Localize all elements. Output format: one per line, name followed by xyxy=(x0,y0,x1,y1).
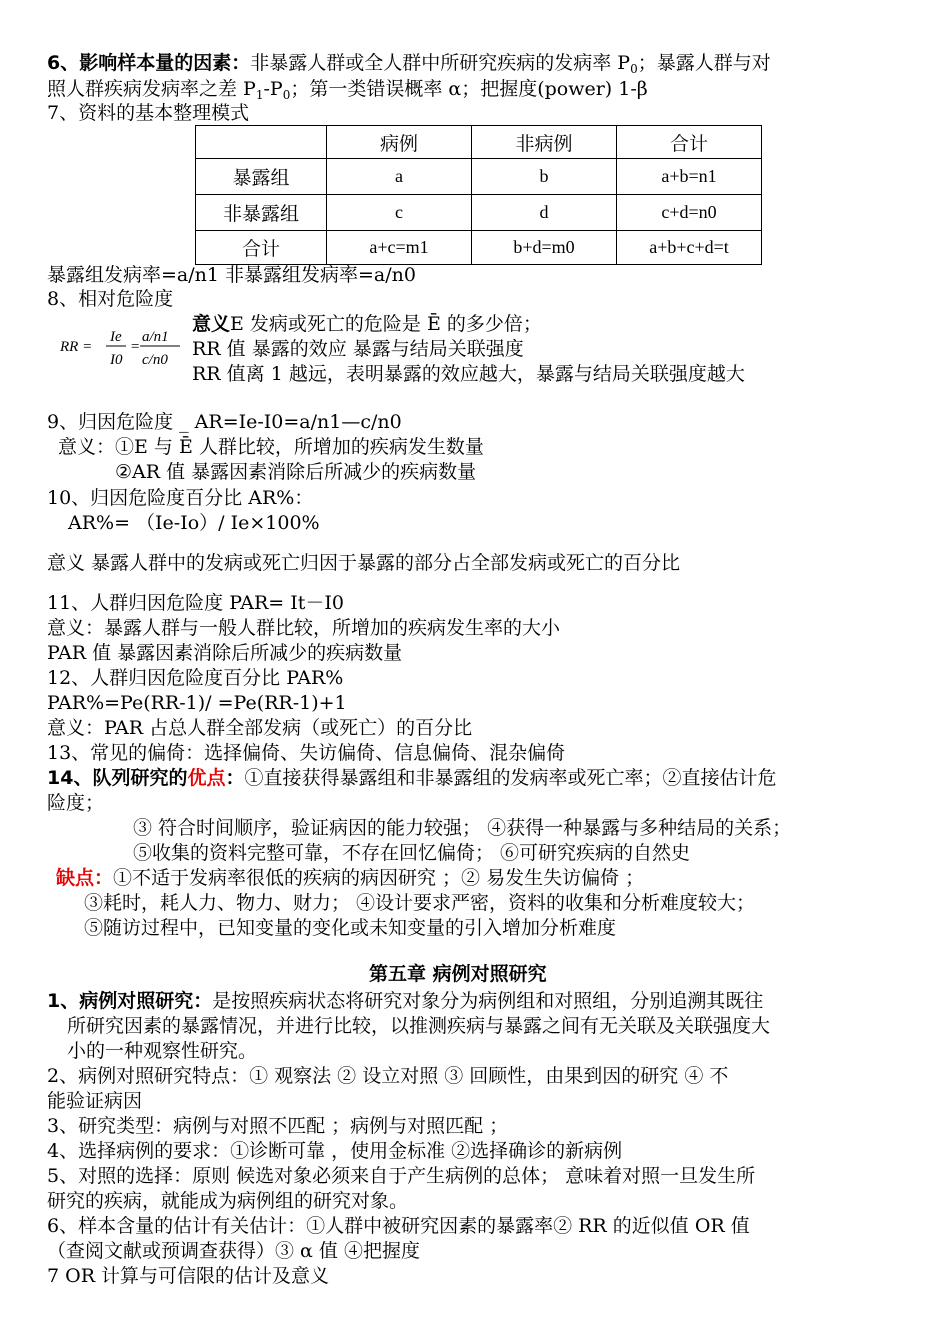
ch5-item-1-line-2: 所研究因素的暴露情况，并进行比较，以推测疾病与暴露之间有无关联及关联强度大 xyxy=(67,1015,771,1037)
table-row xyxy=(196,159,762,195)
section-6-title: 6、影响样本量的因素： xyxy=(47,52,251,74)
rr-meaning-3: RR 值离 1 越远，表明暴露的效应越大，暴露与结局关联强度越大 xyxy=(192,363,745,385)
section-12-title: 12、人群归因危险度百分比 PAR% xyxy=(47,667,344,689)
section-6-line-1 xyxy=(47,54,771,75)
subscript: 0 xyxy=(630,62,638,76)
par-percent-formula: PAR%=Pe(RR-1)/ =Pe(RR-1)+1 xyxy=(47,692,347,714)
rr-meaning-1 xyxy=(192,315,542,334)
ch5-item-1-line-3: 小的一种观察性研究。 xyxy=(67,1040,258,1062)
table-cell: c+d=n0 xyxy=(617,195,762,231)
meaning-text: E 发病或死亡的危险是 Ē 的多少倍； xyxy=(230,313,542,335)
section-6-text: -P xyxy=(263,78,283,100)
section-6-line-2 xyxy=(47,80,648,101)
ch5-item-6-line-1: 6、样本含量的估计有关估计：①人群中被研究因素的暴露率② RR 的近似值 OR 值 xyxy=(47,1215,750,1237)
section-10-meaning: 意义 暴露人群中的发病或死亡归因于暴露的部分占全部发病或死亡的百分比 xyxy=(47,552,681,574)
formula-lhs: RR = xyxy=(60,339,93,355)
table-cell: c xyxy=(327,195,472,231)
table-cell: 非病例 xyxy=(472,126,617,159)
data-table xyxy=(195,125,762,265)
ar-percent-formula: AR%= （Ie-Io）/ Ie×100% xyxy=(68,512,320,534)
section-7-title: 7、资料的基本整理模式 xyxy=(47,102,250,124)
table-cell: 暴露组 xyxy=(196,159,327,195)
section-12-meaning: 意义：PAR 占总人群全部发病（或死亡）的百分比 xyxy=(47,717,473,739)
section-11-meaning-1: 意义：暴露人群与一般人群比较，所增加的疾病发生率的大小 xyxy=(47,617,561,639)
ch5-item-5-line-2: 研究的疾病，就能成为病例组的研究对象。 xyxy=(47,1190,409,1212)
ch5-item-7: 7 OR 计算与可信限的估计及意义 xyxy=(47,1265,330,1287)
equals-sign: = xyxy=(130,339,141,355)
rr-formula xyxy=(60,322,190,372)
formula-denominator: c/n0 xyxy=(142,352,168,368)
ch5-item-2-line-2: 能验证病因 xyxy=(47,1090,143,1112)
ch5-item-5-line-1: 5、对照的选择：原则 候选对象必须来自于产生病例的总体； 意味着对照一旦发生所 xyxy=(47,1165,756,1187)
section-10-title: 10、归因危险度百分比 AR%： xyxy=(47,487,314,509)
table-cell xyxy=(196,126,327,159)
incidence-rates: 暴露组发病率=a/n1 非暴露组发病率=a/n0 xyxy=(47,264,416,286)
meaning-label: 意义 xyxy=(192,313,231,335)
table-cell: b+d=m0 xyxy=(472,231,617,265)
section-6-text: ；暴露人群与对 xyxy=(637,52,771,74)
advantages-label: 优点 xyxy=(187,767,226,789)
formula-denominator: I0 xyxy=(110,352,123,368)
ch5-item-1-title: 1、病例对照研究： xyxy=(47,990,213,1012)
table-cell: a xyxy=(327,159,472,195)
table-cell: a+b+c+d=t xyxy=(617,231,762,265)
formula-numerator: Ie xyxy=(110,329,122,345)
disadvantage-text: ①不适于发病率很低的疾病的病因研究 ；② 易发生失访偏倚 ； xyxy=(113,867,645,889)
ch5-item-1-text: 是按照疾病状态将研究对象分为病例组和对照组，分别追溯其既往 xyxy=(212,990,764,1012)
ch5-item-3: 3、研究类型：病例与对照不匹配 ；病例与对照匹配 ； xyxy=(47,1115,509,1137)
section-6-text: ；第一类错误概率 α；把握度(power) 1-β xyxy=(290,78,648,100)
section-6-text: 照人群疾病发病率之差 P xyxy=(47,78,256,100)
table-cell: 合计 xyxy=(196,231,327,265)
chapter-5-heading: 第五章 病例对照研究 xyxy=(369,963,547,985)
section-8-title: 8、相对危险度 xyxy=(47,288,174,310)
table-cell: a+c=m1 xyxy=(327,231,472,265)
section-14-line-3: ③ 符合时间顺序，验证病因的能力较强； ④获得一种暴露与多种结局的关系； xyxy=(133,817,792,839)
colon: ： xyxy=(225,767,245,789)
disadvantages-line-2: ③耗时，耗人力、物力、财力； ④设计要求严密，资料的收集和分析难度较大； xyxy=(84,892,756,914)
table-cell: b xyxy=(472,159,617,195)
ch5-item-1-line-1 xyxy=(47,992,763,1011)
section-9-title: 9、归因危险度 _ AR=Ie-I0=a/n1—c/n0 xyxy=(47,411,402,433)
table-cell: d xyxy=(472,195,617,231)
section-11-meaning-2: PAR 值 暴露因素消除后所减少的疾病数量 xyxy=(47,642,403,664)
section-6-text: 非暴露人群或全人群中所研究疾病的发病率 P xyxy=(250,52,631,74)
subscript: 0 xyxy=(282,88,291,102)
formula-numerator: a/n1 xyxy=(142,329,169,345)
table-cell: a+b=n1 xyxy=(617,159,762,195)
table-cell: 非暴露组 xyxy=(196,195,327,231)
section-14-title: 14、队列研究的 xyxy=(47,767,188,789)
disadvantages-line-1 xyxy=(56,869,644,888)
disadvantages-line-3: ⑤随访过程中，已知变量的变化或未知变量的引入增加分析难度 xyxy=(84,917,617,939)
ch5-item-6-line-2: （查阅文献或预调查获得）③ α 值 ④把握度 xyxy=(47,1240,420,1262)
table-row xyxy=(196,195,762,231)
section-14-line-2: 险度； xyxy=(47,792,105,814)
table-header-row xyxy=(196,126,762,159)
table-cell: 合计 xyxy=(617,126,762,159)
rr-meaning-2: RR 值 暴露的效应 暴露与结局关联强度 xyxy=(192,338,524,360)
advantage-text: ①直接获得暴露组和非暴露组的发病率或死亡率；②直接估计危 xyxy=(244,767,777,789)
ch5-item-4: 4、选择病例的要求：①诊断可靠 ，使用金标准 ②选择确诊的新病例 xyxy=(47,1140,623,1162)
table-row xyxy=(196,231,762,265)
section-14-line-1 xyxy=(47,769,777,788)
ch5-item-2-line-1: 2、病例对照研究特点：① 观察法 ② 设立对照 ③ 回顾性，由果到因的研究 ④ 不 xyxy=(47,1065,729,1087)
section-9-meaning-1: 意义：①E 与 Ē 人群比较，所增加的疾病发生数量 xyxy=(58,436,484,458)
table-cell: 病例 xyxy=(327,126,472,159)
section-14-line-4: ⑤收集的资料完整可靠，不存在回忆偏倚； ⑥可研究疾病的自然史 xyxy=(133,842,691,864)
disadvantages-label: 缺点： xyxy=(56,867,114,889)
section-9-meaning-2: ②AR 值 暴露因素消除后所减少的疾病数量 xyxy=(115,461,477,483)
subscript: 1 xyxy=(255,88,264,102)
section-11-title: 11、人群归因危险度 PAR= It－I0 xyxy=(47,592,344,614)
section-13-title: 13、常见的偏倚：选择偏倚、失访偏倚、信息偏倚、混杂偏倚 xyxy=(47,742,566,764)
